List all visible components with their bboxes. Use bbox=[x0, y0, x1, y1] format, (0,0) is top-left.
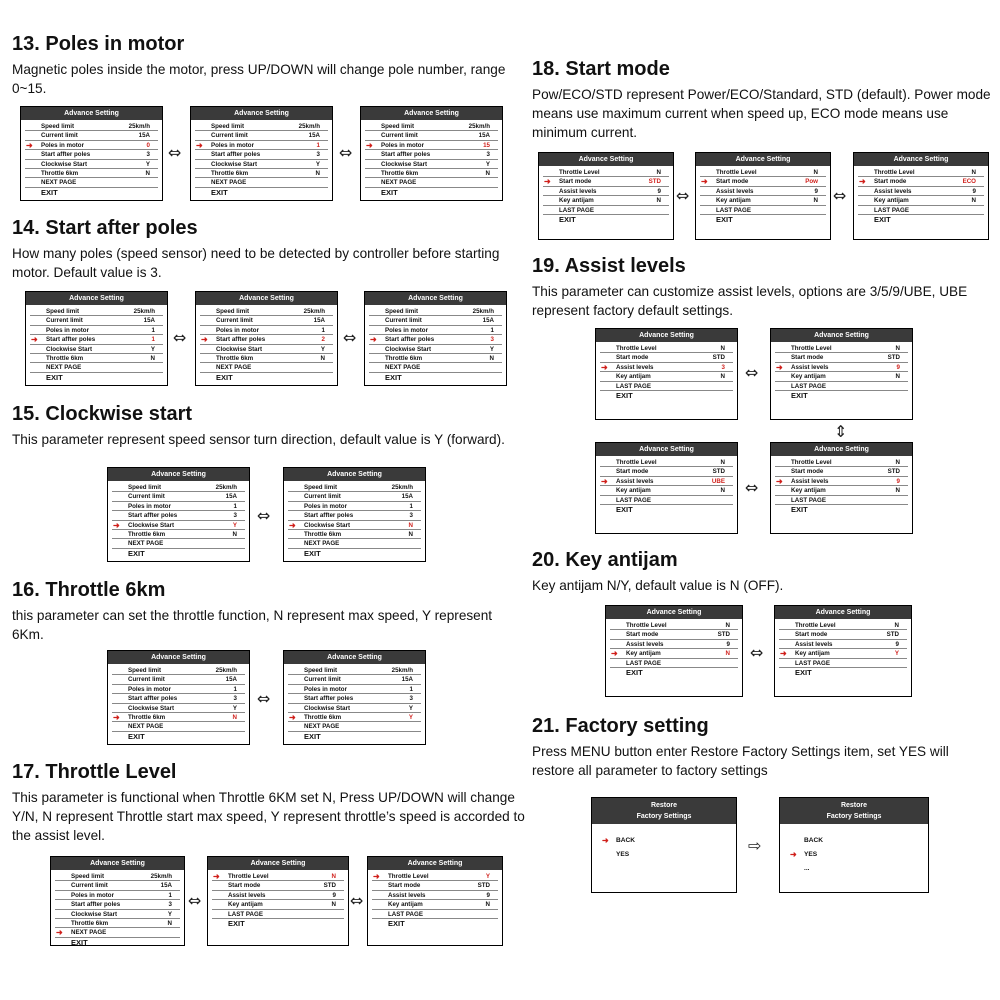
row-next-page: NEXT PAGE bbox=[369, 363, 502, 372]
row-assist-levels: ➜ Assist levels 3 bbox=[600, 363, 733, 372]
row-throttle-6km: Throttle 6km N bbox=[25, 169, 158, 178]
row-speed-limit: Speed limit 25km/h bbox=[195, 122, 328, 131]
row-start-mode: Start mode STD bbox=[600, 353, 733, 362]
row-speed-limit: Speed limit 25km/h bbox=[30, 307, 163, 316]
row-throttle-level: Throttle Level N bbox=[775, 344, 908, 353]
cursor-arrow-icon: ➜ bbox=[859, 177, 866, 187]
row-throttle-level: ➜ Throttle Level Y bbox=[372, 872, 498, 881]
screen-header: Advance Setting bbox=[696, 153, 830, 166]
row-clockwise-start: Clockwise Start Y bbox=[25, 160, 158, 169]
row-next-page: NEXT PAGE bbox=[200, 363, 333, 372]
row-exit: EXIT bbox=[304, 548, 321, 558]
row-current-limit: Current limit 15A bbox=[55, 881, 180, 890]
section-start-after-poles bbox=[12, 216, 512, 282]
row-last-page: LAST PAGE bbox=[212, 910, 344, 919]
row-key-antijam: Key antijam N bbox=[600, 486, 733, 495]
screen-s18-a bbox=[538, 152, 674, 240]
row-start-after-poles: Start affter poles 3 bbox=[195, 150, 328, 159]
row-current-limit: Current limit 15A bbox=[112, 492, 245, 501]
row-throttle-6km: Throttle 6km N bbox=[365, 169, 498, 178]
section-poles-in-motor bbox=[12, 32, 512, 98]
row-key-antijam: Key antijam N bbox=[212, 900, 344, 909]
screen-s19-c bbox=[595, 442, 738, 534]
option-back: BACK bbox=[804, 837, 824, 844]
section-title: 15. Clockwise start bbox=[12, 403, 193, 425]
row-next-page: NEXT PAGE bbox=[30, 363, 163, 372]
row-current-limit: Current limit 15A bbox=[112, 675, 245, 684]
row-assist-levels: ➜ Assist levels UBE bbox=[600, 477, 733, 486]
screen-s17-b bbox=[207, 856, 349, 946]
screen-s19-b bbox=[770, 328, 913, 420]
screen-s16-a bbox=[107, 650, 250, 745]
screen-s16-b bbox=[283, 650, 426, 745]
screen-s13-c bbox=[360, 106, 503, 201]
double-arrow-icon: ⇔ bbox=[343, 328, 357, 347]
row-start-after-poles: Start affter poles 3 bbox=[365, 150, 498, 159]
section-start-mode bbox=[532, 57, 992, 142]
row-exit: EXIT bbox=[304, 731, 321, 741]
row-start-mode: Start mode STD bbox=[775, 353, 908, 362]
row-next-page: NEXT PAGE bbox=[25, 178, 158, 187]
cursor-arrow-icon: ➜ bbox=[289, 520, 296, 530]
row-poles-in-motor: ➜ Poles in motor 15 bbox=[365, 141, 498, 150]
cursor-arrow-icon: ➜ bbox=[544, 177, 551, 187]
row-key-antijam: Key antijam N bbox=[775, 486, 908, 495]
row-poles-in-motor: ➜ Poles in motor 0 bbox=[25, 141, 158, 150]
double-arrow-icon: ⇔ bbox=[833, 186, 847, 205]
row-assist-levels: Assist levels 9 bbox=[372, 891, 498, 900]
screen-header: Advance Setting bbox=[361, 107, 502, 120]
section-title: 17. Throttle Level bbox=[12, 761, 177, 783]
row-exit: EXIT bbox=[71, 937, 88, 946]
row-key-antijam: Key antijam N bbox=[372, 900, 498, 909]
row-clockwise-start: Clockwise Start Y bbox=[195, 160, 328, 169]
screen-header: Advance Setting bbox=[596, 443, 737, 456]
row-exit: EXIT bbox=[211, 187, 228, 197]
double-arrow-icon: ⇔ bbox=[745, 478, 759, 497]
double-arrow-icon: ⇔ bbox=[745, 363, 759, 382]
row-key-antijam: ➜ Key antijam Y bbox=[779, 649, 907, 658]
cursor-arrow-icon: ➜ bbox=[790, 850, 797, 859]
double-arrow-vertical-icon: ⇕ bbox=[834, 422, 848, 441]
row-start-after-poles: ➜ Start affter poles 2 bbox=[200, 335, 333, 344]
row-clockwise-start: Clockwise Start Y bbox=[112, 704, 245, 713]
screen-header: Advance Setting bbox=[26, 292, 167, 305]
row-speed-limit: Speed limit 25km/h bbox=[288, 483, 421, 492]
row-last-page: LAST PAGE bbox=[543, 206, 669, 215]
screen-header: Advance Setting bbox=[596, 329, 737, 342]
row-next-page: NEXT PAGE bbox=[365, 178, 498, 187]
row-poles-in-motor: Poles in motor 1 bbox=[288, 502, 421, 511]
row-start-mode: ➜ Start mode ECO bbox=[858, 177, 984, 186]
row-start-after-poles: Start affter poles 3 bbox=[288, 694, 421, 703]
row-start-after-poles: Start affter poles 3 bbox=[288, 511, 421, 520]
row-clockwise-start: ➜ Clockwise Start Y bbox=[112, 521, 245, 530]
row-exit: EXIT bbox=[46, 372, 63, 382]
row-clockwise-start: Clockwise Start Y bbox=[55, 910, 180, 919]
double-arrow-icon: ⇔ bbox=[750, 643, 764, 662]
screen-header: Advance Setting bbox=[196, 292, 337, 305]
row-clockwise-start: Clockwise Start Y bbox=[365, 160, 498, 169]
section-description: This parameter represent speed sensor turn direction, default value is Y (forward). bbox=[12, 432, 505, 447]
option-yes: ➜ YES bbox=[786, 848, 922, 862]
option-more: ... bbox=[804, 865, 810, 872]
row-throttle-level: Throttle Level N bbox=[600, 344, 733, 353]
cursor-arrow-icon: ➜ bbox=[776, 362, 783, 372]
cursor-arrow-icon: ➜ bbox=[196, 140, 203, 150]
row-throttle-level: Throttle Level N bbox=[775, 458, 908, 467]
cursor-arrow-icon: ➜ bbox=[701, 177, 708, 187]
screen-s20-b bbox=[774, 605, 912, 697]
row-key-antijam: Key antijam N bbox=[775, 372, 908, 381]
row-start-mode: ➜ Start mode STD bbox=[543, 177, 669, 186]
double-arrow-icon: ⇔ bbox=[188, 891, 202, 910]
option-back: ➜ BACK bbox=[598, 834, 730, 848]
screen-s15-a bbox=[107, 467, 250, 562]
row-current-limit: Current limit 15A bbox=[369, 316, 502, 325]
row-speed-limit: Speed limit 25km/h bbox=[25, 122, 158, 131]
row-throttle-6km: Throttle 6km N bbox=[200, 354, 333, 363]
row-speed-limit: Speed limit 25km/h bbox=[112, 666, 245, 675]
section-title: 14. Start after poles bbox=[12, 217, 198, 239]
screen-header: Advance Setting bbox=[284, 468, 425, 481]
row-exit: EXIT bbox=[795, 667, 812, 677]
row-exit: EXIT bbox=[616, 390, 633, 400]
section-description: This parameter can customize assist levels, options are 3/5/9/UBE, UBE represent factory default settings. bbox=[532, 284, 968, 318]
double-arrow-icon: ⇔ bbox=[257, 689, 271, 708]
section-description: Pow/ECO/STD represent Power/ECO/Standard, STD (default). Power mode means use maximum current when speed up, ECO mode means use minimum current. bbox=[532, 87, 991, 140]
section-title: 20. Key antijam bbox=[532, 549, 678, 571]
row-last-page: LAST PAGE bbox=[775, 496, 908, 505]
cursor-arrow-icon: ➜ bbox=[56, 928, 63, 938]
row-last-page: LAST PAGE bbox=[610, 659, 738, 668]
row-exit: EXIT bbox=[381, 187, 398, 197]
row-current-limit: Current limit 15A bbox=[365, 131, 498, 140]
row-clockwise-start: ➜ Clockwise Start N bbox=[288, 521, 421, 530]
row-next-page: NEXT PAGE bbox=[112, 722, 245, 731]
double-arrow-icon: ⇔ bbox=[339, 143, 353, 162]
screen-s17-c bbox=[367, 856, 503, 946]
row-exit: EXIT bbox=[228, 918, 245, 928]
row-last-page: LAST PAGE bbox=[775, 382, 908, 391]
right-arrow-icon: ⇨ bbox=[748, 836, 762, 855]
screen-s19-a bbox=[595, 328, 738, 420]
row-throttle-6km: Throttle 6km N bbox=[112, 530, 245, 539]
screen-header: Advance Setting bbox=[775, 606, 911, 619]
row-assist-levels: Assist levels 9 bbox=[858, 187, 984, 196]
screen-header: Advance Setting bbox=[368, 857, 502, 870]
cursor-arrow-icon: ➜ bbox=[289, 712, 296, 722]
screen-header: Advance Setting bbox=[21, 107, 162, 120]
row-exit: EXIT bbox=[616, 504, 633, 514]
row-clockwise-start: Clockwise Start Y bbox=[200, 345, 333, 354]
row-exit: EXIT bbox=[385, 372, 402, 382]
double-arrow-icon: ⇔ bbox=[173, 328, 187, 347]
row-current-limit: Current limit 15A bbox=[200, 316, 333, 325]
row-start-after-poles: Start affter poles 3 bbox=[112, 511, 245, 520]
row-throttle-6km: Throttle 6km N bbox=[55, 919, 180, 928]
screen-s13-b bbox=[190, 106, 333, 201]
cursor-arrow-icon: ➜ bbox=[601, 476, 608, 486]
row-current-limit: Current limit 15A bbox=[288, 492, 421, 501]
section-description: This parameter is functional when Throttle 6KM set N, Press UP/DOWN will change Y/N, N represent Throttle start max speed, Y represent throttle’s speed is accorded to the assist level. bbox=[12, 790, 525, 843]
row-speed-limit: Speed limit 25km/h bbox=[112, 483, 245, 492]
row-assist-levels: Assist levels 9 bbox=[779, 640, 907, 649]
row-key-antijam: ➜ Key antijam N bbox=[610, 649, 738, 658]
screen-header: Advance Setting bbox=[191, 107, 332, 120]
row-exit: EXIT bbox=[559, 214, 576, 224]
row-speed-limit: Speed limit 25km/h bbox=[365, 122, 498, 131]
cursor-arrow-icon: ➜ bbox=[113, 712, 120, 722]
row-exit: EXIT bbox=[388, 918, 405, 928]
row-next-page: NEXT PAGE bbox=[288, 722, 421, 731]
row-assist-levels: Assist levels 9 bbox=[700, 187, 826, 196]
row-current-limit: Current limit 15A bbox=[30, 316, 163, 325]
row-next-page: NEXT PAGE bbox=[112, 539, 245, 548]
screen-s17-a bbox=[50, 856, 185, 946]
row-throttle-level: Throttle Level N bbox=[858, 168, 984, 177]
double-arrow-icon: ⇔ bbox=[168, 143, 182, 162]
section-title: 19. Assist levels bbox=[532, 255, 686, 277]
section-title: 21. Factory setting bbox=[532, 715, 709, 737]
row-start-mode: Start mode STD bbox=[775, 467, 908, 476]
factory-header: Restore Factory Settings bbox=[592, 798, 736, 824]
row-throttle-6km: ➜ Throttle 6km N bbox=[112, 713, 245, 722]
section-title: 16. Throttle 6km bbox=[12, 579, 166, 601]
screen-header: Advance Setting bbox=[854, 153, 988, 166]
row-throttle-6km: Throttle 6km N bbox=[288, 530, 421, 539]
row-throttle-6km: Throttle 6km N bbox=[195, 169, 328, 178]
row-assist-levels: Assist levels 9 bbox=[543, 187, 669, 196]
row-last-page: LAST PAGE bbox=[779, 659, 907, 668]
row-last-page: LAST PAGE bbox=[858, 206, 984, 215]
section-description: Key antijam N/Y, default value is N (OFF). bbox=[532, 578, 784, 593]
row-key-antijam: Key antijam N bbox=[600, 372, 733, 381]
row-key-antijam: Key antijam N bbox=[543, 196, 669, 205]
row-start-mode: ➜ Start mode Pow bbox=[700, 177, 826, 186]
row-start-after-poles: Start affter poles 3 bbox=[55, 900, 180, 909]
row-exit: EXIT bbox=[626, 667, 643, 677]
screen-s15-b bbox=[283, 467, 426, 562]
row-throttle-level: ➜ Throttle Level N bbox=[212, 872, 344, 881]
row-throttle-level: Throttle Level N bbox=[543, 168, 669, 177]
cursor-arrow-icon: ➜ bbox=[602, 836, 609, 845]
row-next-page: NEXT PAGE bbox=[288, 539, 421, 548]
cursor-arrow-icon: ➜ bbox=[201, 335, 208, 345]
screen-s19-d bbox=[770, 442, 913, 534]
row-next-page: ➜ NEXT PAGE bbox=[55, 928, 180, 937]
cursor-arrow-icon: ➜ bbox=[31, 335, 38, 345]
cursor-arrow-icon: ➜ bbox=[213, 872, 220, 881]
row-exit: EXIT bbox=[216, 372, 233, 382]
row-clockwise-start: Clockwise Start Y bbox=[369, 345, 502, 354]
screen-s18-c bbox=[853, 152, 989, 240]
row-start-mode: Start mode STD bbox=[372, 881, 498, 890]
row-throttle-level: Throttle Level N bbox=[600, 458, 733, 467]
cursor-arrow-icon: ➜ bbox=[780, 649, 787, 659]
double-arrow-icon: ⇔ bbox=[350, 891, 364, 910]
row-speed-limit: Speed limit 25km/h bbox=[369, 307, 502, 316]
cursor-arrow-icon: ➜ bbox=[366, 140, 373, 150]
row-start-mode: Start mode STD bbox=[610, 630, 738, 639]
row-start-after-poles: Start affter poles 3 bbox=[25, 150, 158, 159]
row-speed-limit: Speed limit 25km/h bbox=[288, 666, 421, 675]
row-poles-in-motor: ➜ Poles in motor 1 bbox=[195, 141, 328, 150]
row-key-antijam: Key antijam N bbox=[700, 196, 826, 205]
screen-header: Advance Setting bbox=[208, 857, 348, 870]
row-throttle-6km: Throttle 6km N bbox=[30, 354, 163, 363]
screen-header: Advance Setting bbox=[108, 468, 249, 481]
cursor-arrow-icon: ➜ bbox=[370, 335, 377, 345]
double-arrow-icon: ⇔ bbox=[676, 186, 690, 205]
screen-header: Advance Setting bbox=[539, 153, 673, 166]
row-current-limit: Current limit 15A bbox=[25, 131, 158, 140]
double-arrow-icon: ⇔ bbox=[257, 506, 271, 525]
row-last-page: LAST PAGE bbox=[600, 496, 733, 505]
row-key-antijam: Key antijam N bbox=[858, 196, 984, 205]
row-start-mode: Start mode STD bbox=[779, 630, 907, 639]
section-clockwise-start bbox=[12, 402, 512, 449]
cursor-arrow-icon: ➜ bbox=[611, 649, 618, 659]
row-throttle-level: Throttle Level N bbox=[700, 168, 826, 177]
screen-header: Advance Setting bbox=[771, 443, 912, 456]
cursor-arrow-icon: ➜ bbox=[26, 140, 33, 150]
section-assist-levels bbox=[532, 254, 992, 320]
row-poles-in-motor: Poles in motor 1 bbox=[112, 502, 245, 511]
row-exit: EXIT bbox=[128, 731, 145, 741]
cursor-arrow-icon: ➜ bbox=[113, 520, 120, 530]
section-throttle-level bbox=[12, 760, 532, 845]
screen-s13-a bbox=[20, 106, 163, 201]
screen-header: Advance Setting bbox=[284, 651, 425, 664]
cursor-arrow-icon: ➜ bbox=[601, 362, 608, 372]
row-exit: EXIT bbox=[128, 548, 145, 558]
row-poles-in-motor: Poles in motor 1 bbox=[30, 326, 163, 335]
row-current-limit: Current limit 15A bbox=[288, 675, 421, 684]
row-throttle-6km: Throttle 6km N bbox=[369, 354, 502, 363]
section-throttle-6km bbox=[12, 578, 512, 644]
row-poles-in-motor: Poles in motor 1 bbox=[55, 891, 180, 900]
row-poles-in-motor: Poles in motor 1 bbox=[288, 685, 421, 694]
section-description: Press MENU button enter Restore Factory Settings item, set YES will restore all parameter to factory settings bbox=[532, 744, 949, 778]
screen-s21-a bbox=[591, 797, 737, 893]
section-key-antijam bbox=[532, 548, 992, 595]
row-speed-limit: Speed limit 25km/h bbox=[200, 307, 333, 316]
screen-s14-a bbox=[25, 291, 168, 386]
row-clockwise-start: Clockwise Start Y bbox=[30, 345, 163, 354]
row-assist-levels: ➜ Assist levels 9 bbox=[775, 363, 908, 372]
row-throttle-level: Throttle Level N bbox=[779, 621, 907, 630]
row-exit: EXIT bbox=[791, 390, 808, 400]
section-description: Magnetic poles inside the motor, press UP/DOWN will change pole number, range 0~15. bbox=[12, 62, 506, 96]
row-throttle-level: Throttle Level N bbox=[610, 621, 738, 630]
row-poles-in-motor: Poles in motor 1 bbox=[369, 326, 502, 335]
row-last-page: LAST PAGE bbox=[372, 910, 498, 919]
row-assist-levels: Assist levels 9 bbox=[610, 640, 738, 649]
row-assist-levels: ➜ Assist levels 9 bbox=[775, 477, 908, 486]
screen-header: Advance Setting bbox=[108, 651, 249, 664]
row-next-page: NEXT PAGE bbox=[195, 178, 328, 187]
row-start-mode: Start mode STD bbox=[212, 881, 344, 890]
screen-header: Advance Setting bbox=[365, 292, 506, 305]
row-start-after-poles: ➜ Start affter poles 3 bbox=[369, 335, 502, 344]
section-description: How many poles (speed sensor) need to be detected by controller before starting motor. Default value is 3. bbox=[12, 246, 500, 280]
row-start-after-poles: ➜ Start affter poles 1 bbox=[30, 335, 163, 344]
screen-header: Advance Setting bbox=[606, 606, 742, 619]
row-speed-limit: Speed limit 25km/h bbox=[55, 872, 180, 881]
screen-s14-b bbox=[195, 291, 338, 386]
cursor-arrow-icon: ➜ bbox=[776, 476, 783, 486]
section-title: 18. Start mode bbox=[532, 58, 670, 80]
row-exit: EXIT bbox=[874, 214, 891, 224]
row-assist-levels: Assist levels 9 bbox=[212, 891, 344, 900]
row-throttle-6km: ➜ Throttle 6km Y bbox=[288, 713, 421, 722]
row-last-page: LAST PAGE bbox=[600, 382, 733, 391]
screen-s20-a bbox=[605, 605, 743, 697]
screen-header: Advance Setting bbox=[771, 329, 912, 342]
row-exit: EXIT bbox=[791, 504, 808, 514]
option-yes: YES bbox=[616, 851, 630, 858]
screen-s18-b bbox=[695, 152, 831, 240]
factory-header: Restore Factory Settings bbox=[780, 798, 928, 824]
row-clockwise-start: Clockwise Start Y bbox=[288, 704, 421, 713]
cursor-arrow-icon: ➜ bbox=[373, 872, 380, 881]
screen-s21-b bbox=[779, 797, 929, 893]
screen-header: Advance Setting bbox=[51, 857, 184, 870]
row-last-page: LAST PAGE bbox=[700, 206, 826, 215]
row-poles-in-motor: Poles in motor 1 bbox=[200, 326, 333, 335]
section-title: 13. Poles in motor bbox=[12, 33, 185, 55]
row-current-limit: Current limit 15A bbox=[195, 131, 328, 140]
row-start-mode: Start mode STD bbox=[600, 467, 733, 476]
screen-s14-c bbox=[364, 291, 507, 386]
row-exit: EXIT bbox=[716, 214, 733, 224]
row-exit: EXIT bbox=[41, 187, 58, 197]
row-start-after-poles: Start affter poles 3 bbox=[112, 694, 245, 703]
section-description: this parameter can set the throttle function, N represent max speed, Y represent 6Km. bbox=[12, 608, 493, 642]
row-poles-in-motor: Poles in motor 1 bbox=[112, 685, 245, 694]
section-factory-setting bbox=[532, 714, 992, 780]
